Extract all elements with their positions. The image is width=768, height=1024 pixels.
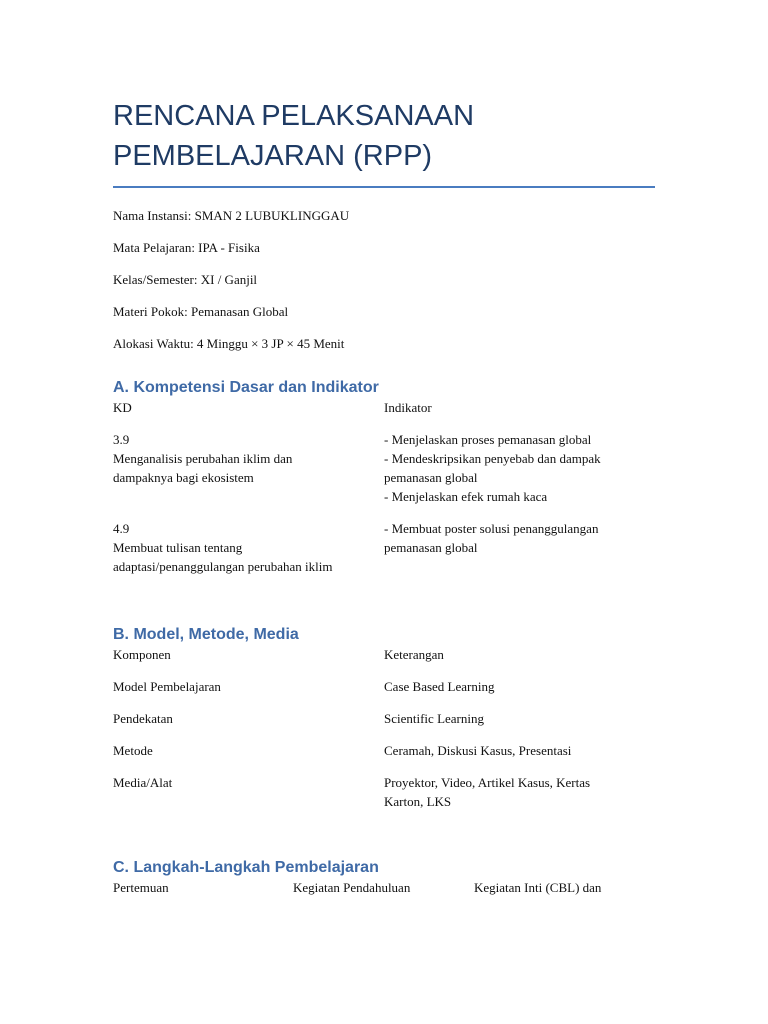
kd-code: 3.9 [113,432,130,447]
kd-text-line: Menganalisis perubahan iklim dan [113,451,293,466]
langkah-pembelajaran-table [113,878,655,910]
indikator-line: - Menjelaskan proses pemanasan global [384,432,592,447]
keterangan-cell [384,773,655,824]
keterangan-line: Karton, LKS [384,794,452,809]
meta-nama-instansi: Nama Instansi: SMAN 2 LUBUKLINGGAU [113,208,350,223]
table-header-pertemuan: Pertemuan [113,880,169,895]
keterangan-line: Proyektor, Video, Artikel Kasus, Kertas [384,775,591,790]
meta-mata-pelajaran: Mata Pelajaran: IPA - Fisika [113,240,260,255]
indikator-line: - Menjelaskan efek rumah kaca [384,489,548,504]
document-title [113,96,655,176]
indikator-cell [384,430,655,519]
komponen-cell: Metode [113,743,153,758]
keterangan-line: Ceramah, Diskusi Kasus, Presentasi [384,743,572,758]
meta-kelas-semester: Kelas/Semester: XI / Ganjil [113,272,258,287]
section-c-heading: C. Langkah-Langkah Pembelajaran [113,859,379,876]
document-page [113,96,655,910]
table-header-keterangan: Keterangan [384,647,444,662]
meta-materi-pokok: Materi Pokok: Pemanasan Global [113,304,289,319]
indikator-line: - Membuat poster solusi penanggulangan [384,521,599,536]
keterangan-cell [384,709,655,741]
title-underline [113,186,655,188]
keterangan-line: Case Based Learning [384,679,495,694]
table-header-kegiatan-pendahuluan: Kegiatan Pendahuluan [293,880,411,895]
model-metode-media-table [113,645,655,824]
kd-code: 4.9 [113,521,130,536]
meta-alokasi-waktu: Alokasi Waktu: 4 Minggu × 3 JP × 45 Menit [113,336,345,351]
kd-text-line: Membuat tulisan tentang [113,540,243,555]
indikator-line: - Mendeskripsikan penyebab dan dampak [384,451,601,466]
title-line-2: PEMBELAJARAN (RPP) [113,140,433,172]
kd-text-line: adaptasi/penanggulangan perubahan iklim [113,559,333,574]
keterangan-cell [384,677,655,709]
kd-text-line: dampaknya bagi ekosistem [113,470,254,485]
komponen-cell: Media/Alat [113,775,173,790]
komponen-cell: Pendekatan [113,711,173,726]
kd-cell [113,430,384,519]
keterangan-line: Scientific Learning [384,711,484,726]
komponen-cell: Model Pembelajaran [113,679,221,694]
indikator-cell [384,519,655,589]
indikator-line: pemanasan global [384,470,478,485]
kd-cell [113,519,384,589]
identity-block [113,208,655,352]
table-header-komponen: Komponen [113,647,171,662]
keterangan-cell [384,741,655,773]
indikator-line: pemanasan global [384,540,478,555]
title-line-1: RENCANA PELAKSANAAN [113,100,475,132]
table-header-kd: KD [113,400,132,415]
section-b-heading: B. Model, Metode, Media [113,626,299,643]
kd-indikator-table [113,398,655,589]
table-header-indikator: Indikator [384,400,432,415]
table-header-kegiatan-inti: Kegiatan Inti (CBL) dan [474,880,602,895]
section-a-heading: A. Kompetensi Dasar dan Indikator [113,379,379,396]
